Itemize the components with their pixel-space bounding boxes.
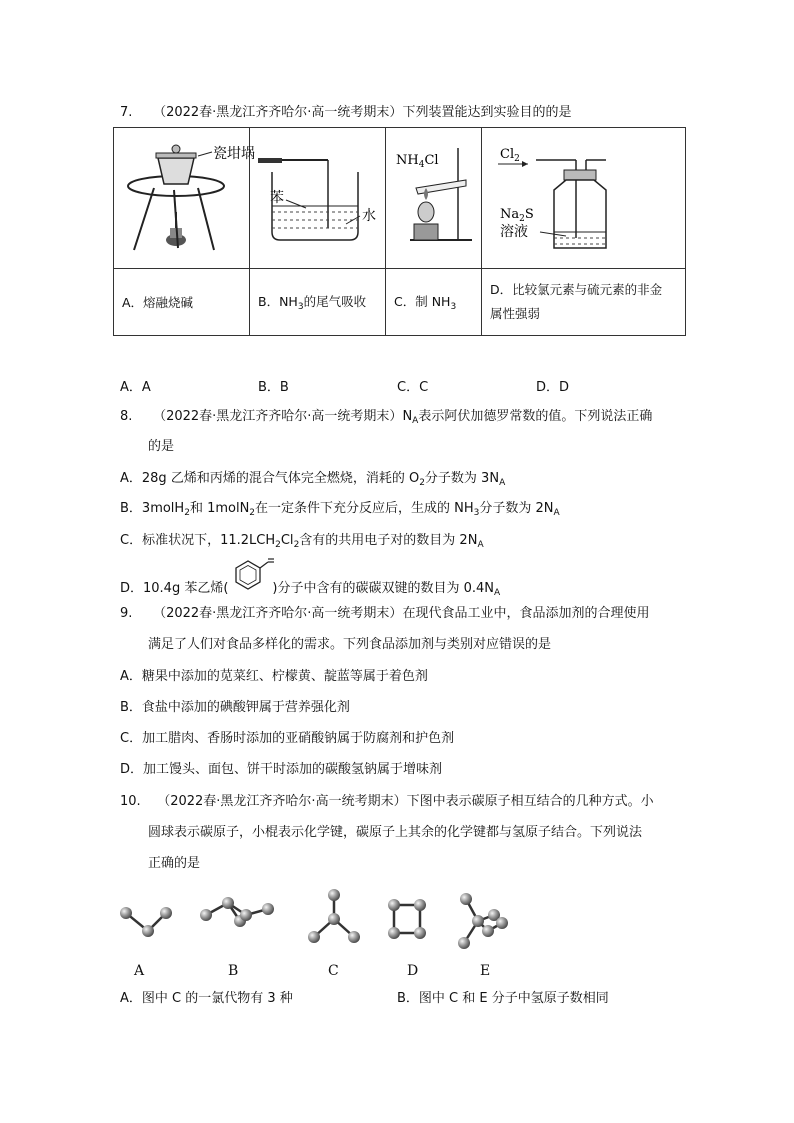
crucible-on-tripod-figure — [114, 128, 255, 264]
apparatus-d-cell — [482, 128, 686, 269]
q10-option-a[interactable]: A．图中 C 的一氯代物有 3 种 — [120, 991, 293, 1006]
q7-option-d[interactable]: D．D — [536, 380, 570, 395]
nh3-preparation-figure — [386, 128, 481, 264]
q8-source: （2022春·黑龙江齐齐哈尔·高一统考期末） — [153, 409, 403, 424]
q7-stem: 下列装置能达到实验目的的是 — [402, 105, 572, 120]
q7-option-c[interactable]: C．C — [397, 380, 429, 395]
q7-line — [120, 104, 571, 122]
q8-option-c[interactable]: C．标准状况下，$11.2LCH_2Cl_2$含有的共用电子对的数目为 $2N_A$ — [120, 533, 484, 550]
q7-number: 7. — [120, 105, 133, 120]
caption-c: C．制 $NH_3$ — [386, 269, 482, 336]
cl2-label: $Cl_2$ — [500, 147, 520, 164]
q10-line1: 10. （2022春·黑龙江齐齐哈尔·高一统考期末）下图中表示碳原子相互结合的几种方式。小 — [120, 794, 654, 809]
q8-line1: 8. （2022春·黑龙江齐齐哈尔·高一统考期末）$N_A$表示阿伏加德罗常数的值。下列说法正确 — [120, 409, 653, 426]
q8-option-a[interactable]: A．28g 乙烯和丙烯的混合气体完全燃烧，消耗的 $O_2$分子数为 $3N_A$ — [120, 471, 506, 488]
caption-a: A．熔融烧碱 — [114, 269, 250, 336]
q10-number: 10. — [120, 794, 141, 809]
solution-label: 溶液 — [500, 224, 528, 240]
model-label-c: C — [328, 963, 339, 979]
model-label-b: B — [228, 963, 239, 979]
styrene-structure — [224, 556, 274, 600]
q7-source: （2022春·黑龙江齐齐哈尔·高一统考期末） — [153, 105, 403, 120]
q9-number: 9. — [120, 606, 133, 621]
q7-option-b[interactable]: B．B — [258, 380, 289, 395]
q7-option-a[interactable]: A．A — [120, 380, 151, 395]
q9-line2: 满足了人们对食品多样化的需求。下列食品添加剂与类别对应错误的是 — [148, 637, 552, 652]
model-label-e: E — [480, 963, 491, 979]
beaker-absorption-figure — [250, 128, 385, 264]
q8-line2: 的是 — [148, 439, 175, 454]
model-label-a: A — [134, 963, 145, 979]
benzene-label: 苯 — [270, 190, 284, 206]
q9-option-d[interactable]: D．加工馒头、面包、饼干时添加的碳酸氢钠属于增味剂 — [120, 762, 443, 777]
q8-number: 8. — [120, 409, 133, 424]
apparatus-b-cell — [250, 128, 386, 269]
apparatus-c-cell — [386, 128, 482, 269]
q9-line1: 9. （2022春·黑龙江齐齐哈尔·高一统考期末）在现代食品工业中，食品添加剂的合理使用 — [120, 606, 650, 621]
water-label: 水 — [362, 208, 376, 224]
caption-d: D．比较氯元素与硫元素的非金 属性强弱 — [482, 269, 686, 336]
q7-options — [0, 376, 794, 394]
q10-line3: 正确的是 — [148, 856, 201, 871]
q10-source: （2022春·黑龙江齐齐哈尔·高一统考期末） — [157, 794, 407, 809]
q8-option-d[interactable]: D．10.4g 苯乙烯( )分子中含有的碳碳双键的数目为 $0.4N_A$ — [120, 581, 501, 598]
q9-option-c[interactable]: C．加工腊肉、香肠时添加的亚硝酸钠属于防腐剂和护色剂 — [120, 731, 455, 746]
nh4cl-label: $NH_4Cl$ — [396, 153, 439, 170]
q9-source: （2022春·黑龙江齐齐哈尔·高一统考期末） — [153, 606, 403, 621]
na2s-label: $Na_2S$ — [500, 207, 534, 224]
q9-option-b[interactable]: B．食盐中添加的碘酸钾属于营养强化剂 — [120, 700, 350, 715]
caption-b: B．$NH_3$的尾气吸收 — [250, 269, 386, 336]
crucible-label: 瓷坩埚 — [213, 146, 255, 162]
apparatus-a-cell — [114, 128, 255, 269]
q9-option-a[interactable]: A．糖果中添加的苋菜红、柠檬黄、靛蓝等属于着色剂 — [120, 669, 428, 684]
q10-option-b[interactable]: B．图中 C 和 E 分子中氢原子数相同 — [397, 991, 609, 1006]
cl2-na2s-bottle-figure — [482, 128, 685, 264]
carbon-models-figure — [110, 885, 530, 980]
model-label-d: D — [407, 963, 419, 979]
apparatus-table — [113, 127, 686, 336]
q8-option-b[interactable]: B．3molH$_2$和 1molN$_2$在一定条件下充分反应后，生成的 $NH_3$分子数为 $2N_A$ — [120, 501, 560, 518]
q10-line2: 圆球表示碳原子，小棍表示化学键，碳原子上其余的化学键都与氢原子结合。下列说法 — [148, 825, 643, 840]
